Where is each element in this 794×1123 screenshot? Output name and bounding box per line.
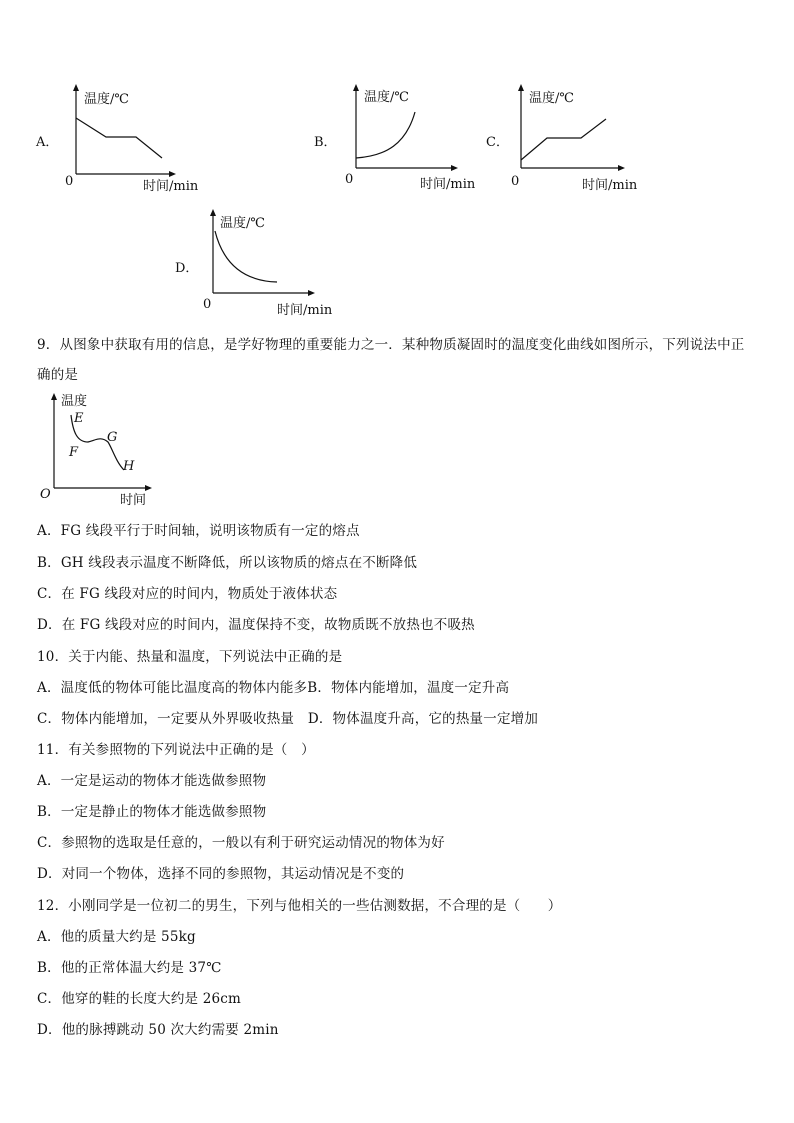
graph-b-origin: 0 [345,172,354,187]
graph-d-origin: 0 [203,297,212,312]
q9-stem-line1: 9．从图象中获取有用的信息，是学好物理的重要能力之一．某种物质凝固时的温度变化曲线如图所示，下列说法中正 [37,337,745,353]
graph-b [340,82,500,194]
q9-option-a: A．FG 线段平行于时间轴，说明该物质有一定的熔点 [37,523,360,539]
graph-c-xlabel: 时间/min [582,178,638,193]
q9-point-e: E [74,411,84,426]
q9-origin: O [40,487,51,502]
q12-option-b: B．他的正常体温大约是 37℃ [37,960,222,976]
graph-c [505,82,665,194]
q12-stem: 12．小刚同学是一位初二的男生，下列与他相关的一些估测数据，不合理的是（ ） [37,898,562,914]
q9-xlabel: 时间 [120,493,147,508]
graph-a [60,82,220,194]
q9-point-f: F [69,445,79,460]
q12-option-c: C．他穿的鞋的长度大约是 26cm [37,991,242,1007]
q11-option-c: C．参照物的选取是任意的，一般以有利于研究运动情况的物体为好 [37,835,445,851]
graph-c-origin: 0 [511,174,520,189]
q10-options-row2: C．物体内能增加，一定要从外界吸收热量 D．物体温度升高，它的热量一定增加 [37,711,539,727]
graph-a-ylabel: 温度/℃ [84,92,129,107]
graph-c-ylabel: 温度/℃ [529,91,574,106]
graph-b-xlabel: 时间/min [420,177,476,192]
graph-d-curve [215,231,277,282]
option-c-letter: C． [486,135,509,150]
graph-b-ylabel: 温度/℃ [364,90,409,105]
q11-option-d: D．对同一个物体，选择不同的参照物，其运动情况是不变的 [37,866,405,882]
q10-stem: 10．关于内能、热量和温度，下列说法中正确的是 [37,649,343,665]
q9-ylabel: 温度 [61,394,88,409]
q9-option-d: D．在 FG 线段对应的时间内，温度保持不变，故物质既不放热也不吸热 [37,617,475,633]
option-b-letter: B． [314,135,337,150]
option-d-letter: D． [175,261,199,276]
graph-c-curve [521,119,606,160]
q12-option-d: D．他的脉搏跳动 50 次大约需要 2min [37,1022,279,1038]
q9-figure [36,390,186,510]
graph-a-origin: 0 [65,174,74,189]
q11-option-b: B．一定是静止的物体才能选做参照物 [37,804,267,820]
graph-a-curve [76,118,162,158]
option-a-letter: A． [36,135,59,150]
q9-point-h: H [123,459,135,474]
q12-option-a: A．他的质量大约是 55kg [37,929,196,945]
q9-option-b: B．GH 线段表示温度不断降低，所以该物质的熔点在不断降低 [37,555,418,571]
q9-stem-line2: 确的是 [37,367,79,383]
q10-options-row1: A．温度低的物体可能比温度高的物体内能多B．物体内能增加，温度一定升高 [37,680,510,696]
graph-a-xlabel: 时间/min [143,179,199,194]
q11-stem: 11．有关参照物的下列说法中正确的是（ ） [37,742,315,758]
q9-point-g: G [107,430,118,445]
graph-d [197,207,357,319]
graph-b-curve [356,112,415,158]
q11-option-a: A．一定是运动的物体才能选做参照物 [37,773,267,789]
graph-d-xlabel: 时间/min [277,303,333,318]
q9-option-c: C．在 FG 线段对应的时间内，物质处于液体状态 [37,586,338,602]
graph-d-ylabel: 温度/℃ [220,216,265,231]
